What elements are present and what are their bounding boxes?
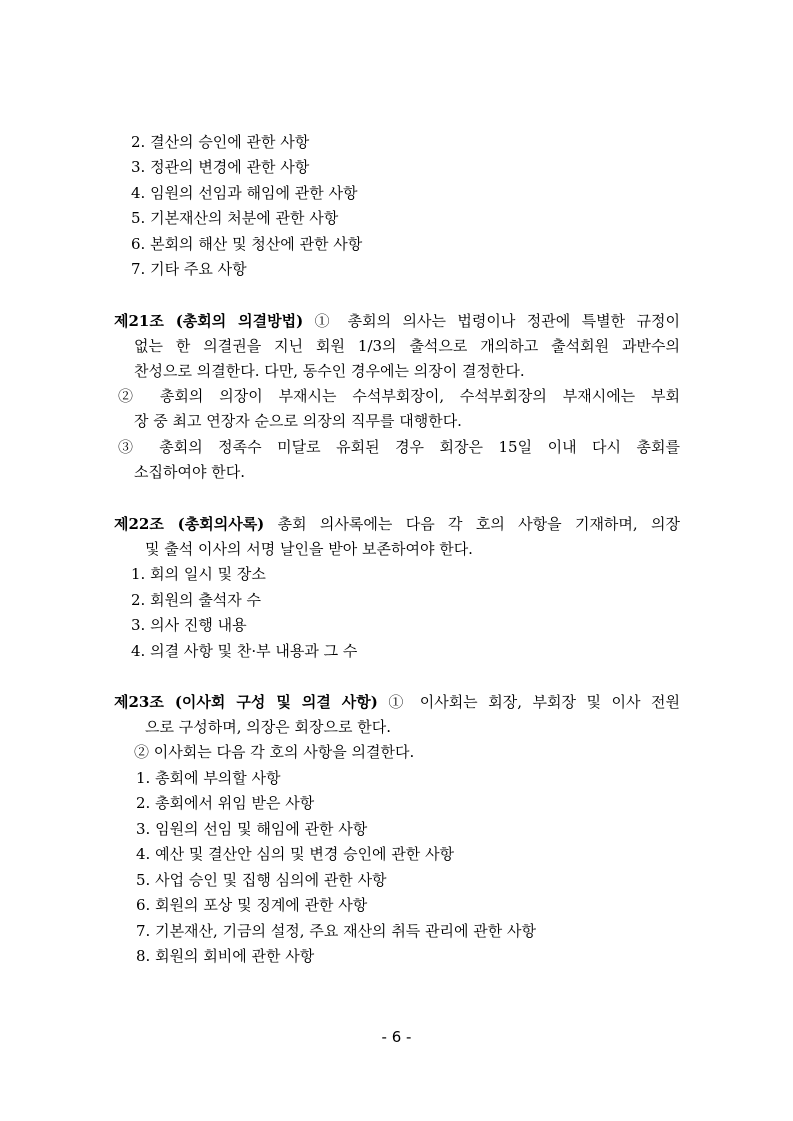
article-21-text: 없는 한 의결권을 지닌 회원 1/3의 출석으로 개의하고 출석회원 과반수의 [134, 337, 680, 355]
article-22-heading [114, 513, 680, 535]
list-item: 5. 사업 승인 및 집행 심의에 관한 사항 [136, 871, 387, 889]
article-21-paragraph-3: ③ 총회의 정족수 미달로 유회된 경우 회장은 15일 이내 다시 총회를 [118, 438, 680, 456]
article-21-heading [114, 310, 680, 332]
list-item: 4. 예산 및 결산안 심의 및 변경 승인에 관한 사항 [136, 845, 455, 863]
article-21-title: 제21조 (총회의 의결방법) [114, 312, 304, 330]
article-21-text: ① 총회의 의사는 법령이나 정관에 특별한 규정이 [303, 312, 680, 330]
article-21-text: 찬성으로 의결한다. 다만, 동수인 경우에는 의장이 결정한다. [134, 362, 525, 380]
article-22-text: 총회 의사록에는 다음 각 호의 사항을 기재하며, 의장 [264, 515, 680, 533]
list-item: 2. 총회에서 위임 받은 사항 [136, 794, 315, 812]
article-22-text: 및 출석 이사의 서명 날인을 받아 보존하여야 한다. [145, 540, 473, 558]
list-item: 2. 회원의 출석자 수 [131, 591, 262, 609]
list-item: 4. 임원의 선임과 해임에 관한 사항 [131, 184, 358, 202]
article-21-paragraph-2: ② 총회의 의장이 부재시는 수석부회장이, 수석부회장의 부재시에는 부회 [118, 387, 680, 405]
list-item: 3. 정관의 변경에 관한 사항 [131, 158, 310, 176]
list-item: 4. 의결 사항 및 찬·부 내용과 그 수 [131, 642, 358, 660]
list-item: 1. 회의 일시 및 장소 [131, 565, 266, 583]
list-item: 2. 결산의 승인에 관한 사항 [131, 133, 310, 151]
article-23-heading [114, 691, 680, 713]
list-item: 1. 총회에 부의할 사항 [136, 769, 281, 787]
list-item: 7. 기본재산, 기금의 설정, 주요 재산의 취득 관리에 관한 사항 [136, 922, 537, 940]
list-item: 6. 본회의 해산 및 청산에 관한 사항 [131, 235, 363, 253]
article-23-text: ① 이사회는 회장, 부회장 및 이사 전원 [377, 693, 681, 711]
article-21-paragraph-2: 장 중 최고 연장자 순으로 의장의 직무를 대행한다. [134, 412, 462, 430]
list-item: 8. 회원의 회비에 관한 사항 [136, 947, 315, 965]
article-23-paragraph-2: ② 이사회는 다음 각 호의 사항을 의결한다. [134, 743, 415, 761]
list-item: 3. 의사 진행 내용 [131, 616, 247, 634]
article-23-text: 으로 구성하며, 의장은 회장으로 한다. [145, 718, 391, 736]
page-number: - 6 - [381, 1028, 412, 1046]
list-item: 7. 기타 주요 사항 [131, 260, 247, 278]
list-item: 6. 회원의 포상 및 징계에 관한 사항 [136, 896, 368, 914]
article-22-title: 제22조 (총회의사록) [114, 515, 265, 533]
article-23-title: 제23조 (이사회 구성 및 의결 사항) [114, 693, 378, 711]
article-21-paragraph-3: 소집하여야 한다. [134, 463, 245, 481]
list-item: 3. 임원의 선임 및 해임에 관한 사항 [136, 820, 368, 838]
list-item: 5. 기본재산의 처분에 관한 사항 [131, 209, 339, 227]
